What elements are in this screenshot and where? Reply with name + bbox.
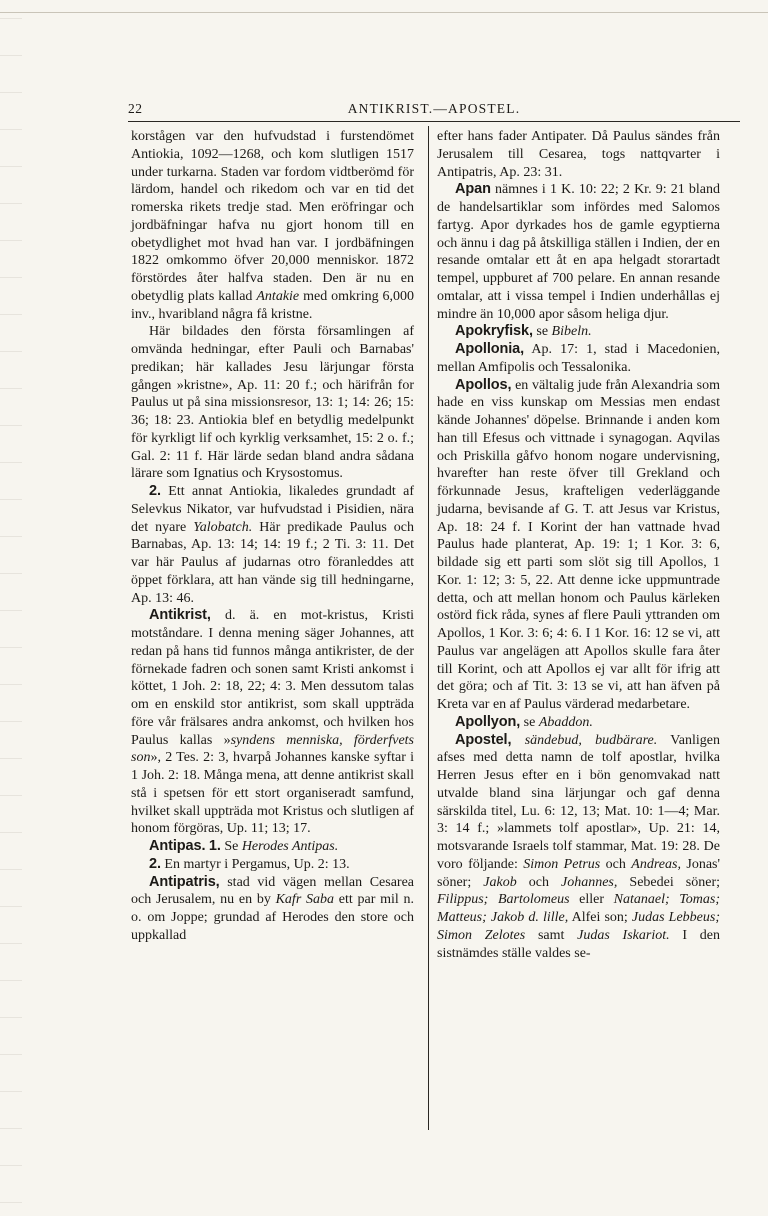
entry-apollonia: Apollonia, Ap. 17: 1, stad i Macedonien, mellan Amfipolis och Tessalonika. (437, 341, 720, 375)
entry-term: Apan (455, 181, 491, 198)
cross-reference: Bibeln. (551, 324, 592, 340)
apostle-name: Johannes, (561, 874, 618, 890)
entry-apollos: Apollos, en vältalig jude från Alexandria som hade en viss kunskap om Messias men endast kände Johannes' döpelse. Brinnande i anden kom han till Efesus och vittnade i synagogan. Aqvilas och Priskilla gåfvo honom nogare undervisning, hvarefter han reste öfver till Grekland och förkunnade Jesus, krafteligen vederläggande judarna, bevisande af G. T. att Jesus var Kristus, Ap. 18: 24 f. I Korint der han vattnade hvad Paulus hade planterat, Ap. 19: 1; 1 Kor. 3: 6, bildade sig ett parti som slöt sig till Apollos, 1 Kor. 1: 12; 3: 5, 22. Att denne icke uppmuntrade detta, och att mellan honom och Paulus kärleken ostörd fick råda, synes af flere Pauli yttranden om Apollos, 1 Kor. 3: 6; 4: 6. I 1 Kor. 16: 12 se vi, att Paulus var angelägen att Apollos skulle fara åter till Korint, och att Apollos ej var allt för ifrig att det göra; och af Tit. 3: 13 se vi, att han äfven på Kreta var en af Paulus värderad medarbetare. (437, 376, 720, 712)
entry-term: Antipatris, (149, 873, 220, 890)
place-name: Antakie (256, 288, 300, 304)
top-edge-line (0, 12, 768, 13)
header-rule (128, 121, 740, 122)
column-divider (428, 126, 429, 1130)
paragraph: 2. Ett annat Antiokia, likaledes grundadt af Selevkus Nikator, var hufvudstad i Pisidien, nära det nyare Yalobatch. Här predikade Paulus och Barnabas, Ap. 13: 14; 14: 19 f.; 2 Ti. 3: 11. Det var här Paulus af judarnas otro föranleddes att öppet förklara, att han vände sig till hedningarne, Ap. 13: 46. (131, 483, 415, 606)
paragraph: efter hans fader Antipater. Då Paulus sändes från Jerusalem till Cesarea, togs nattqvarter i Antipatris, Ap. 23: 31. (437, 129, 720, 180)
entry-antipatris: Antipatris, stad vid vägen mellan Cesarea och Jerusalem, nu en by Kafr Saba ett par mil n. o. om Joppe; grundad af Herodes den store och uppkallad (131, 873, 414, 943)
entry-term: Apollos, (455, 376, 512, 393)
place-name: Kafr Saba (275, 892, 335, 908)
entry-term: Apollyon, (455, 713, 521, 730)
entry-apokryfisk: Apokryfisk, se Bibeln. (455, 323, 592, 340)
name-connector (670, 928, 683, 943)
name-connector: samt (525, 927, 578, 943)
name-connector: Sebedei söner; (617, 874, 721, 890)
paragraph: 2. En martyr i Pergamus, Up. 2: 13. (149, 855, 350, 872)
entry-apollyon: Apollyon, se Abaddon. (455, 713, 593, 730)
entry-apan: Apan nämnes i 1 K. 10: 22; 2 Kr. 9: 21 bland de handelsartiklar som infördes med Salomos fartyg. Apor dyrkades hos de gamle egyptierna och ännu i dag på åtskilliga ställen i Indien, der en resande omtalar ett åt en apa helgadt storartadt tempel, uppburet af 700 pelare. En annan resande omtalar, att i vissa tempel i Indien underhållas ej mindre än 10,000 apor såsom heliga djur. (437, 181, 721, 322)
page-header (128, 99, 740, 121)
apostle-name: Simon Petrus (523, 856, 601, 872)
name-connector: och (600, 856, 632, 872)
apostle-name: Andreas, (631, 856, 681, 872)
cross-reference: Herodes Antipas. (241, 839, 339, 854)
running-head: ANTIKRIST.—APOSTEL. (347, 101, 521, 116)
entry-number: 2. (149, 855, 161, 872)
apostle-name: Judas Lebbeus; Simon Zelotes (437, 910, 720, 943)
right-column (437, 128, 720, 962)
entry-term: Antipas. (149, 838, 206, 854)
entry-term: Apollonia, (455, 341, 525, 357)
page-edge-texture (0, 0, 22, 1216)
paragraph: Här bildades den första församlingen af omvända hedningar, efter Pauli och Barnabas' predikan; här kallades Jesu lärjungar första gången »kristne», Ap. 11: 20 f.; och härifrån for Paulus ut på sina missionsresor, 13: 1; 14: 26; 15: 36; 18: 23. Antiokia blef en betydlig medelpunkt för kyrkligt lif och kyrklig verksamhet, 15: 2 o. f.; Gal. 2: 11 f. Här lärde sedan bland andra sådana lärare som Ignatius och Krysostomus. (131, 324, 414, 482)
entry-term: Apokryfisk, (455, 323, 533, 340)
name-connector: och (516, 874, 561, 890)
entry-term: Antikrist, (149, 607, 211, 624)
entry-antipas: Antipas. 1. Se Herodes Antipas. (149, 838, 339, 854)
quote: syndens menniska, förderfvets son (131, 732, 414, 766)
apostle-name: Filippus; Bartolomeus (437, 892, 570, 908)
name-connector: Alfei son; (568, 910, 632, 925)
entry-term: Apostel, (455, 731, 512, 748)
place-name: Yalobatch. (193, 519, 253, 535)
name-connector: Jonas' söner; (437, 856, 721, 890)
entry-number: 1. (208, 838, 221, 854)
paragraph: korstågen var den hufvudstad i furstendömet Antiokia, 1092—1268, och kom slutligen 1517 under turkarna. Staden var fordom vidtberömd för lärdom, handel och rikedom och var en tid det romerska rikets tredje stad. Men eröfringar och jordbäfningar hafva nu gjort honom till en obetydlighet mot hvad han var. I jordbäfningen 1822 omkommo öfver 20,000 menniskor. 1872 förstördes åter halfva staden. Den är nu en obetydlig plats kallad Antakie med omkring 6,000 inv., hvaribland några få kristne. (131, 129, 415, 322)
cross-reference: Abaddon. (538, 714, 593, 730)
entry-antikrist: Antikrist, d. ä. en mot-kristus, Kristi motståndare. I denna mening säger Johannes, att redan på hans tid funnos många antikrister, de der förnekade fadren och sonen samt Kristi ankomst i köttet, 1 Joh. 2: 18, 22; 4: 3. Men dessutom talas om en enskild stor antikrist, som skall uppträda före vår frälsares andra ankomst, och hvilken hos Paulus kallas »syndens menniska, förderfvets son», 2 Tes. 2: 3, hvarpå Johannes kanske syftar i 1 Joh. 2: 18. Många mena, att denne antikrist skall stå i spetsen för ett stort organiseradt samfund, hvilket skall uppträda mot Kristus och slutligen af honom förgöras, Up. 11; 13; 17. (131, 607, 414, 837)
definition: sändebud, budbärare. (524, 732, 658, 748)
apostle-name: Natanael; Tomas; Matteus; Jakob d. lille, (437, 892, 720, 925)
page-number: 22 (128, 101, 143, 116)
apostle-name: Jakob (483, 874, 517, 890)
apostle-name: Judas Iskariot. (577, 927, 670, 943)
left-column (131, 128, 414, 945)
entry-number: 2. (149, 483, 161, 499)
name-connector: eller (569, 892, 614, 908)
entry-apostel: Apostel, sändebud, budbärare. Vanligen afses med detta namn de tolf apostlar, hvilka Herren Jesus efter en i bön genomvakad natt utvalde bland sina lärjungar och gaf denna särskilda titel, Lu. 6: 12, 13; Mat. 10: 1—4; Mar. 3: 14 f.; »lammets tolf apostlar», Up. 21: 14, motsvarande Israels tolf stammar, Mat. 19: 28. De voro följande: Simon Petrus och Andreas, Jonas' söner; Jakob och Johannes, Sebedei söner; Filippus; Bartolomeus eller Natanael; Tomas; Matteus; Jakob d. lille, Alfei son; Judas Lebbeus; Simon Zelotes samt Judas Iskariot. I den sistnämdes ställe valdes se- (437, 731, 721, 961)
